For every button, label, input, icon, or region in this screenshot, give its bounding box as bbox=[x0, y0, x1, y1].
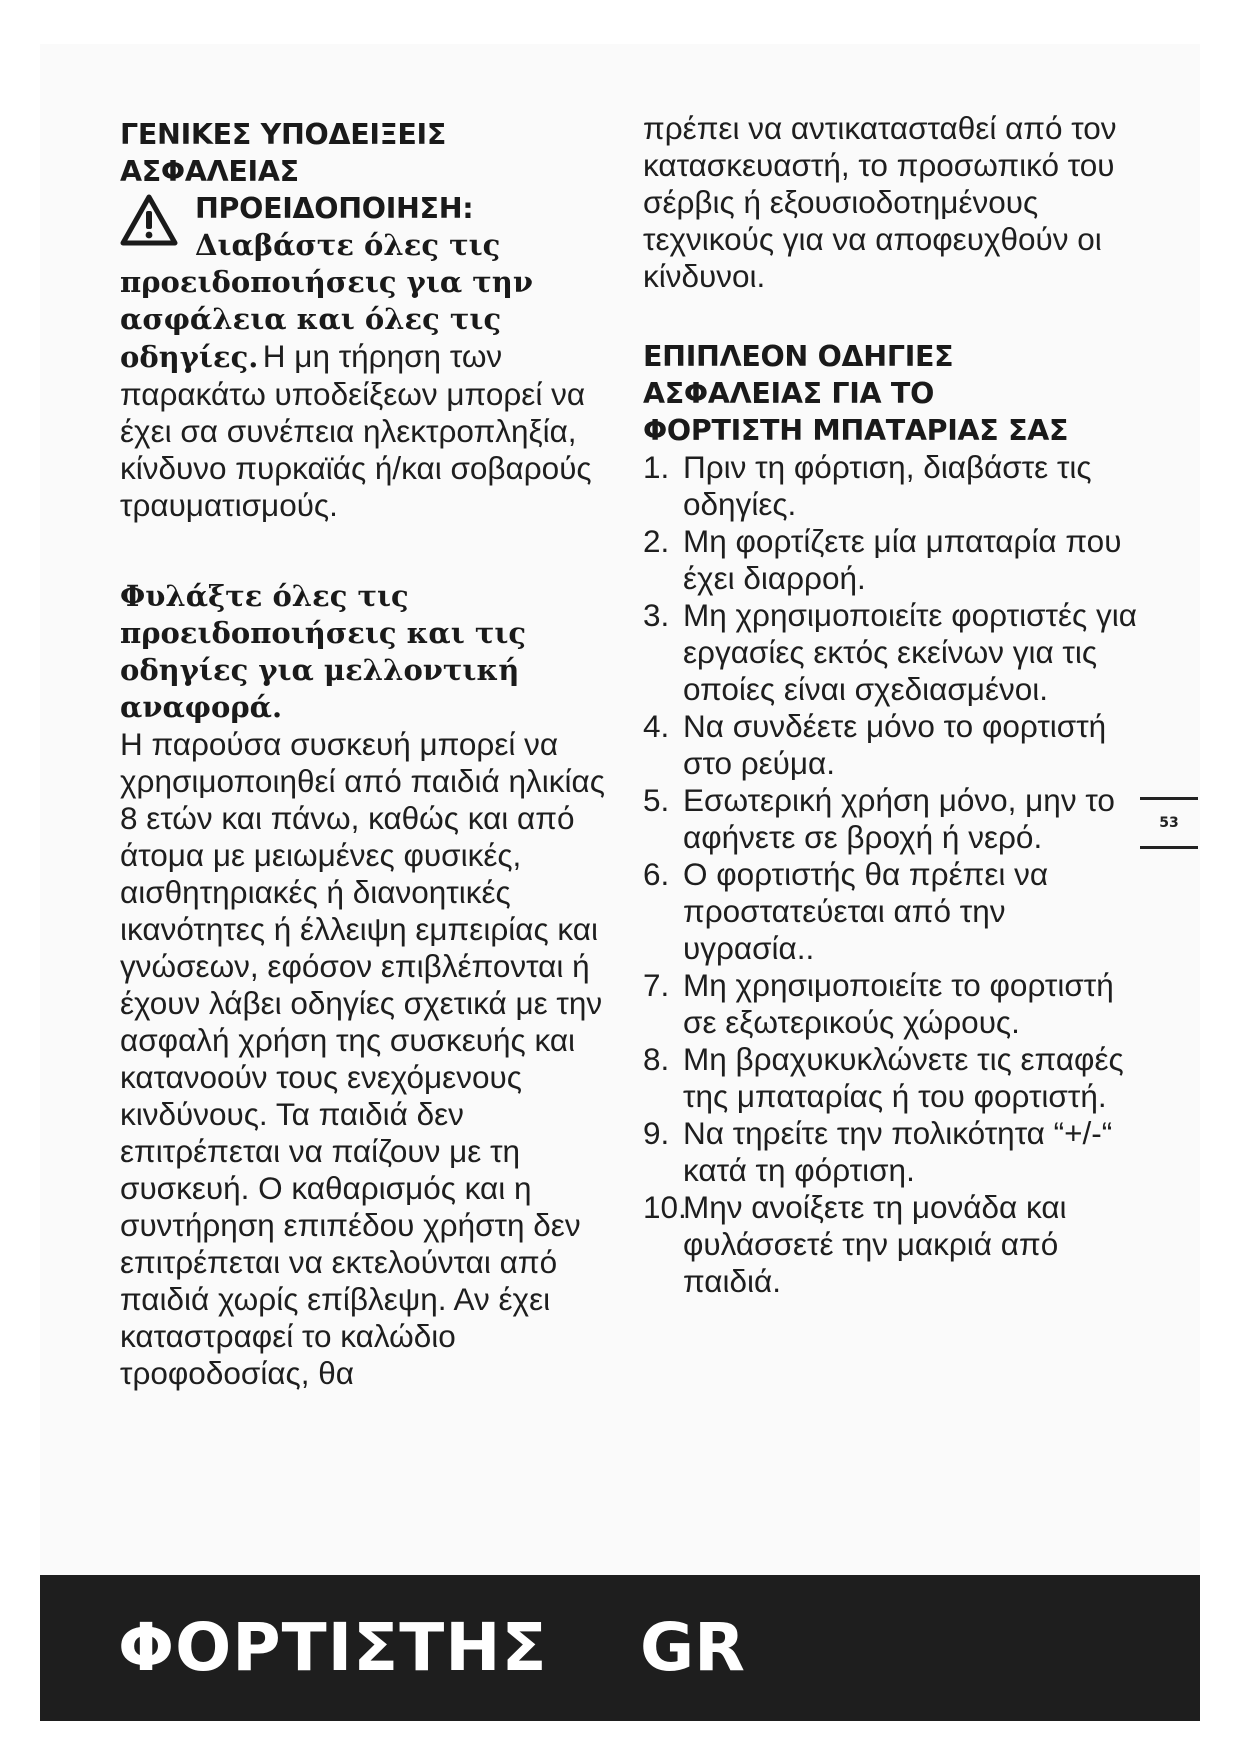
list-item bbox=[643, 708, 1143, 782]
page-number: 53 bbox=[1140, 797, 1198, 849]
item-text: Εσωτερική χρήση μόνο, μην το αφήνετε σε βροχή ή νερό. bbox=[683, 782, 1115, 855]
item-number: 4. bbox=[643, 708, 670, 744]
list-item bbox=[643, 1189, 1143, 1300]
list-item bbox=[643, 967, 1143, 1041]
item-text: Μη φορτίζετε μία μπαταρία που έχει διαρροή. bbox=[683, 523, 1122, 596]
warning-label: ΠΡΟΕΙΔΟΠΟΙΗΣΗ: bbox=[195, 192, 474, 225]
section-heading-general-safety bbox=[120, 116, 620, 190]
safety-instructions-list bbox=[643, 449, 1143, 1300]
list-item bbox=[643, 1041, 1143, 1115]
heading-line-2: ΑΣΦΑΛΕΙΑΣ bbox=[120, 155, 299, 188]
section-heading-charger-safety bbox=[643, 338, 1143, 449]
warning-triangle-icon bbox=[120, 194, 178, 246]
item-number: 2. bbox=[643, 523, 670, 559]
item-number: 1. bbox=[643, 449, 670, 485]
warning-paragraph bbox=[120, 227, 620, 524]
item-number: 10. bbox=[643, 1189, 687, 1225]
item-number: 7. bbox=[643, 967, 670, 1003]
left-column bbox=[120, 116, 620, 1392]
list-item bbox=[643, 1115, 1143, 1189]
item-number: 9. bbox=[643, 1115, 670, 1151]
footer-title: ΦΟΡΤΙΣΤΗΣ bbox=[118, 1609, 548, 1686]
list-item bbox=[643, 523, 1143, 597]
footer-language-code: GR bbox=[640, 1609, 745, 1686]
warning-bold-text: Διαβάστε όλες τις προειδοποιήσεις για την ασφάλεια και όλες τις οδηγίες. bbox=[120, 228, 533, 374]
right-column bbox=[643, 110, 1143, 1300]
item-number: 5. bbox=[643, 782, 670, 818]
list-item bbox=[643, 856, 1143, 967]
heading-line-2: ΑΣΦΑΛΕΙΑΣ ΓΙΑ ΤΟ bbox=[643, 377, 934, 410]
item-text: Μην ανοίξετε τη μονάδα και φυλάσσετέ την μακριά από παιδιά. bbox=[683, 1189, 1067, 1299]
warning-block bbox=[120, 190, 620, 227]
heading-line-1: ΓΕΝΙΚΕΣ ΥΠΟΔΕΙΞΕΙΣ bbox=[120, 118, 447, 151]
warning-body-text: Η μη τήρηση των παρακάτω υποδείξεων μπορεί να έχει σα συνέπεια ηλεκτροπληξία, κίνδυνο πυρκαϊάς ή/και σοβαρούς τραυματισμούς. bbox=[120, 338, 592, 523]
item-text: Μη χρησιμοποιείτε το φορτιστή σε εξωτερικούς χώρους. bbox=[683, 967, 1114, 1040]
item-text: Μη χρησιμοποιείτε φορτιστές για εργασίες εκτός εκείνων για τις οποίες είναι σχεδιασμένοι. bbox=[683, 597, 1137, 707]
heading-line-3: ΦΟΡΤΙΣΤΗ ΜΠΑΤΑΡΙΑΣ ΣΑΣ bbox=[643, 414, 1069, 447]
item-number: 6. bbox=[643, 856, 670, 892]
item-text: Ο φορτιστής θα πρέπει να προστατεύεται από την υγρασία.. bbox=[683, 856, 1049, 966]
list-item bbox=[643, 597, 1143, 708]
list-item bbox=[643, 449, 1143, 523]
footer-bar bbox=[40, 1575, 1200, 1721]
continuation-paragraph: πρέπει να αντικατασταθεί από τον κατασκευαστή, το προσωπικό του σέρβις ή εξουσιοδοτημένους τεχνικούς για να αποφευχθούν οι κίνδυνοι. bbox=[643, 110, 1117, 294]
usage-paragraph: Η παρούσα συσκευή μπορεί να χρησιμοποιηθεί από παιδιά ηλικίας 8 ετών και πάνω, καθώς και από άτομα με μειωμένες φυσικές, αισθητηριακές ή διανοητικές ικανότητες ή έλλειψη εμπειρίας και γνώσεων, εφόσον επιβλέπονται ή έχουν λάβει οδηγίες σχετικά με την ασφαλή χρήση της συσκευής και κατανοούν τους ενεχόμενους κινδύνους. Τα παιδιά δεν επιτρέπεται να παίζουν με τη συσκευή. Ο καθαρισμός και η συντήρηση επιπέδου χρήστη δεν επιτρέπεται να εκτελούνται από παιδιά χωρίς επίβλεψη. Αν έχει καταστραφεί το καλώδιο τροφοδοσίας, θα bbox=[120, 726, 605, 1391]
heading-line-1: ΕΠΙΠΛΕΟΝ ΟΔΗΓΙΕΣ bbox=[643, 340, 954, 373]
keep-instructions-note: Φυλάξτε όλες τις προειδοποιήσεις και τις οδηγίες για μελλοντική αναφορά. bbox=[120, 579, 527, 724]
item-text: Να συνδέετε μόνο το φορτιστή στο ρεύμα. bbox=[683, 708, 1107, 781]
item-text: Μη βραχυκυκλώνετε τις επαφές της μπαταρίας ή του φορτιστή. bbox=[683, 1041, 1124, 1114]
item-number: 8. bbox=[643, 1041, 670, 1077]
item-text: Να τηρείτε την πολικότητα “+/-“ κατά τη φόρτιση. bbox=[683, 1115, 1113, 1188]
list-item bbox=[643, 782, 1143, 856]
item-number: 3. bbox=[643, 597, 670, 633]
item-text: Πριν τη φόρτιση, διαβάστε τις οδηγίες. bbox=[683, 449, 1092, 522]
